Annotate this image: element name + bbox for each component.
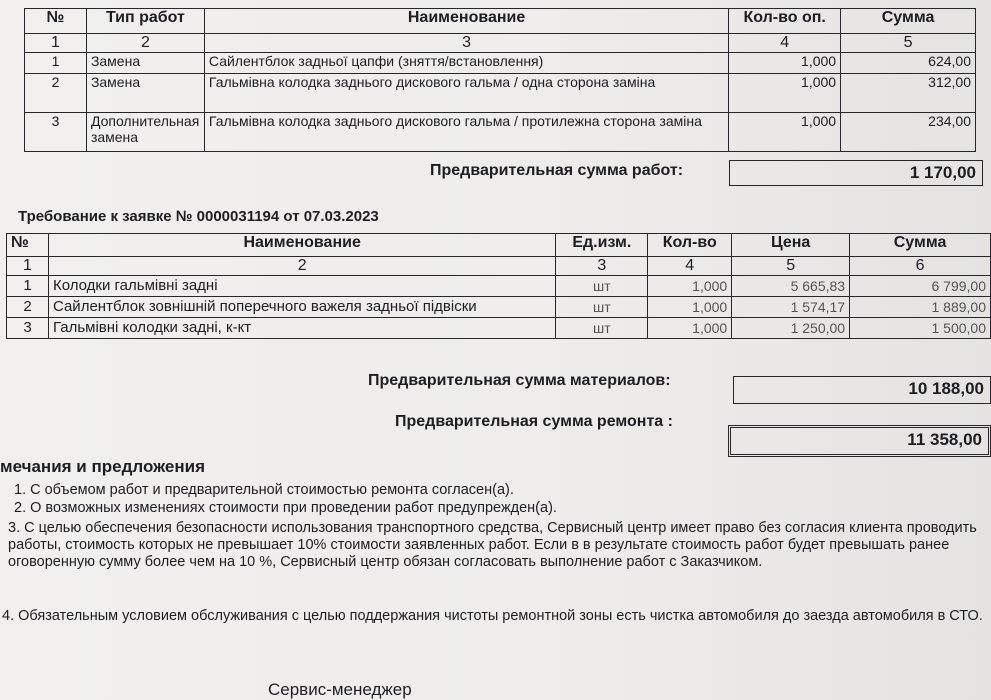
works-colnum-row [25,34,976,53]
materials-total-label: Предварительная сумма материалов: [368,372,671,389]
row-qty: 1,000 [648,318,732,339]
row-type: Дополнительная замена [86,113,204,152]
row-sum: 312,00 [841,74,976,113]
row-name: Гальмівна колодка заднього дискового гальма / одна сторона заміна [204,74,728,113]
row-unit: шт [556,318,648,339]
remark-item: 4. Обязательным условием обслуживания с целью поддержания чистоты ремонтной зоны есть чистка автомобиля до заезда автомобиля в СТО. [2,608,983,624]
works-colnum: 1 [25,34,87,53]
works-header-row [25,9,976,34]
materials-colnum: 3 [556,257,648,276]
row-name: Сайлентблок задньої цапфи (зняття/встановлення) [204,53,728,74]
materials-colnum: 2 [48,257,555,276]
remark-item: 3. С целью обеспечения безопасности использования транспортного средства, Сервисный центр имеет право без согласия клиента проводить работы, стоимость которых не превышает 10% стоимости заявленных работ. Если в в результате стоимость работ будет превышать ранее оговоренную сумму более чем на 10 %, Сервисный центр обязан согласовать выполнение работ с Заказчиком. [8,520,977,570]
materials-colnum: 6 [850,257,991,276]
works-colnum: 3 [204,34,728,53]
row-num: 1 [7,276,49,297]
signature-label: Сервис-менеджер [268,680,412,699]
row-type: Замена [86,53,204,74]
row-num: 2 [7,297,49,318]
row-price: 1 250,00 [732,318,850,339]
row-qty: 1,000 [729,53,841,74]
materials-header-qty: Кол-во [648,234,732,257]
repair-total-label: Предварительная сумма ремонта : [395,413,673,430]
request-title: Требование к заявке № 0000031194 от 07.03.2023 [18,208,379,225]
works-table [24,8,976,152]
row-name: Сайлентблок зовнішній поперечного важеля задньої підвіски [48,297,555,318]
row-qty: 1,000 [729,74,841,113]
materials-colnum: 4 [648,257,732,276]
row-unit: шт [556,297,648,318]
remark-item: 1. С объемом работ и предварительной стоимостью ремонта согласен(а). [14,482,514,498]
materials-header-unit: Ед.изм. [556,234,648,257]
table-row [25,53,976,74]
row-qty: 1,000 [648,297,732,318]
table-row [7,318,991,339]
table-row [7,297,991,318]
row-price: 1 574,17 [732,297,850,318]
materials-colnum: 1 [7,257,49,276]
row-num: 3 [25,113,87,152]
table-row [25,113,976,152]
row-name: Колодки гальмівні задні [48,276,555,297]
works-colnum: 4 [729,34,841,53]
materials-total-value: 10 188,00 [733,376,991,404]
row-name: Гальмівні колодки задні, к-кт [48,318,555,339]
row-qty: 1,000 [729,113,841,152]
remark-item: 2. О возможных изменениях стоимости при проведении работ предупрежден(а). [14,500,557,516]
row-num: 2 [25,74,87,113]
works-header-num: № [25,9,87,34]
row-name: Гальмівна колодка заднього дискового гальма / протилежна сторона заміна [204,113,728,152]
works-header-qty: Кол-во оп. [729,9,841,34]
materials-header-row [7,234,991,257]
table-row [7,276,991,297]
materials-table [6,233,991,339]
works-total-label: Предварительная сумма работ: [430,162,684,179]
row-unit: шт [556,276,648,297]
works-colnum: 2 [86,34,204,53]
row-price: 5 665,83 [732,276,850,297]
row-sum: 1 889,00 [850,297,991,318]
row-sum: 6 799,00 [850,276,991,297]
materials-colnum: 5 [732,257,850,276]
materials-header-price: Цена [732,234,850,257]
materials-colnum-row [7,257,991,276]
materials-header-sum: Сумма [850,234,991,257]
row-type: Замена [86,74,204,113]
works-total-value: 1 170,00 [729,160,983,186]
row-sum: 1 500,00 [850,318,991,339]
row-sum: 624,00 [841,53,976,74]
row-qty: 1,000 [648,276,732,297]
works-colnum: 5 [841,34,976,53]
works-header-sum: Сумма [841,9,976,34]
works-header-type: Тип работ [86,9,204,34]
table-row [25,74,976,113]
remarks-title: мечания и предложения [0,457,206,476]
row-num: 3 [7,318,49,339]
materials-header-name: Наименование [48,234,555,257]
repair-total-value: 11 358,00 [728,425,991,457]
works-header-name: Наименование [204,9,728,34]
materials-header-num: № [7,234,49,257]
row-num: 1 [25,53,87,74]
row-sum: 234,00 [841,113,976,152]
